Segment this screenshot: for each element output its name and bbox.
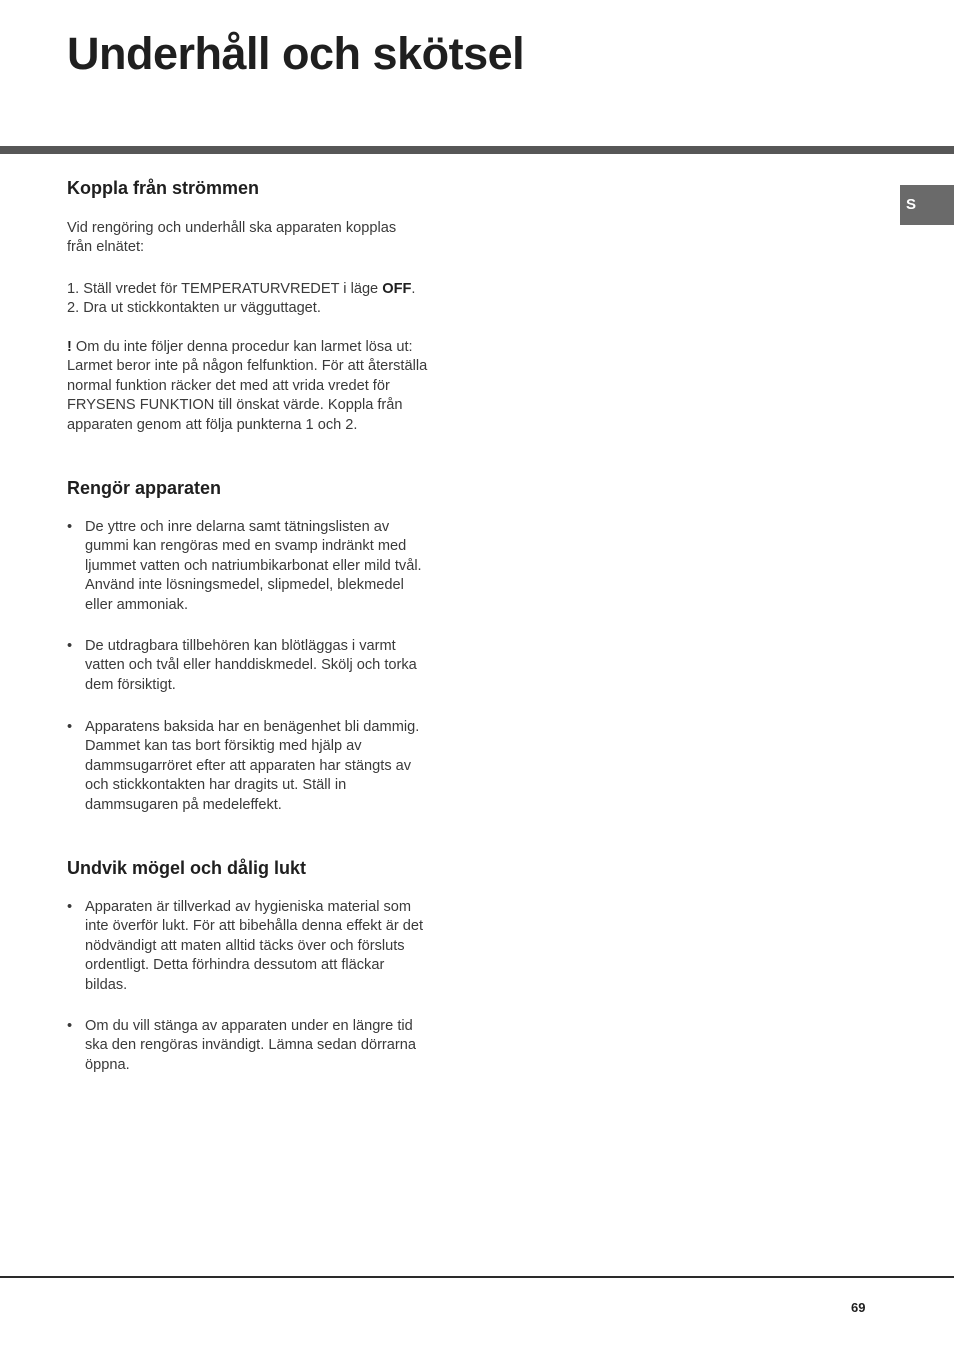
step-1 (67, 280, 447, 299)
text-line: eller ammoniak. (85, 596, 189, 613)
text-line: dammsugarröret efter att apparaten har stängts av (85, 757, 412, 774)
text-line: apparaten genom att följa punkterna 1 och 2. (67, 416, 358, 433)
text-line: Larmet beror inte på någon felfunktion. För att återställa (67, 358, 428, 375)
list-item (67, 718, 447, 815)
step-1-suffix: . (411, 281, 416, 297)
bullet-icon: • (67, 1018, 73, 1034)
text-line: vatten och tvål eller handdiskmedel. Skölj och torka (85, 657, 417, 674)
list-item (67, 1017, 447, 1075)
text-line: dammsugaren på medeleffekt. (85, 796, 282, 813)
text-line: ljummet vatten och natriumbikarbonat eller mild tvål. (85, 557, 422, 574)
text-line: gummi kan rengöras med en svamp indränkt med (85, 538, 407, 555)
section-heading-disconnect: Koppla från strömmen (67, 178, 260, 198)
text-line: öppna. (85, 1056, 130, 1073)
text-line: Om du vill stänga av apparaten under en längre tid (85, 1018, 413, 1034)
step-1-off: OFF (382, 281, 412, 297)
text-line: Apparaten är tillverkad av hygieniska material som (85, 899, 412, 915)
warning-mark: ! (67, 339, 72, 355)
list-item (67, 898, 447, 995)
page-number: 69 (851, 1300, 866, 1315)
footer-divider (0, 1276, 954, 1278)
header-divider (0, 146, 954, 154)
warning-line (67, 338, 447, 357)
page-title: Underhåll och skötsel (67, 28, 525, 79)
bullet-icon: • (67, 638, 73, 654)
text-line: inte överför lukt. För att bibehålla denna effekt är det (85, 918, 424, 935)
text-line: normal funktion räcker det med att vrida vredet för (67, 377, 390, 394)
section-heading-cleaning: Rengör apparaten (67, 478, 222, 498)
bullet-icon: • (67, 519, 73, 535)
step-1-text: 1. Ställ vredet för TEMPERATURVREDET i läge (67, 281, 383, 297)
text-line: ska den rengöras invändigt. Lämna sedan dörrarna (85, 1037, 417, 1054)
text-line: Använd inte lösningsmedel, slipmedel, blekmedel (85, 577, 404, 594)
disconnect-intro (67, 219, 447, 258)
text-line: FRYSENS FUNKTION till önskat värde. Koppla från (67, 397, 403, 414)
list-item (67, 518, 447, 615)
text-line: Apparatens baksida har en benägenhet bli dammig. (85, 719, 420, 735)
text-line: Vid rengöring och underhåll ska apparaten kopplas (67, 220, 397, 236)
disconnect-warning (67, 338, 447, 435)
warning-text: Om du inte följer denna procedur kan larmet lösa ut: (71, 339, 413, 355)
text-line: ordentligt. Detta förhindra dessutom att fläckar (85, 957, 385, 974)
disconnect-steps (67, 280, 447, 319)
text-line: nödvändigt att maten alltid täcks över och försluts (85, 937, 405, 954)
bullet-icon: • (67, 899, 73, 915)
bullet-icon: • (67, 719, 73, 735)
text-line: bildas. (85, 976, 128, 993)
section-heading-mould: Undvik mögel och dålig lukt (67, 858, 307, 878)
text-line: De yttre och inre delarna samt tätningslisten av (85, 519, 390, 535)
text-line: Dammet kan tas bort försiktig med hjälp av (85, 738, 362, 755)
list-item (67, 637, 447, 695)
text-line: och stickkontakten har dragits ut. Ställ in (85, 777, 347, 794)
step-2: 2. Dra ut stickkontakten ur vägguttaget. (67, 300, 321, 317)
text-line: De utdragbara tillbehören kan blötläggas i varmt (85, 638, 396, 654)
text-line: dem försiktigt. (85, 676, 176, 693)
text-line: från elnätet: (67, 239, 145, 256)
language-tab: S (900, 185, 954, 225)
